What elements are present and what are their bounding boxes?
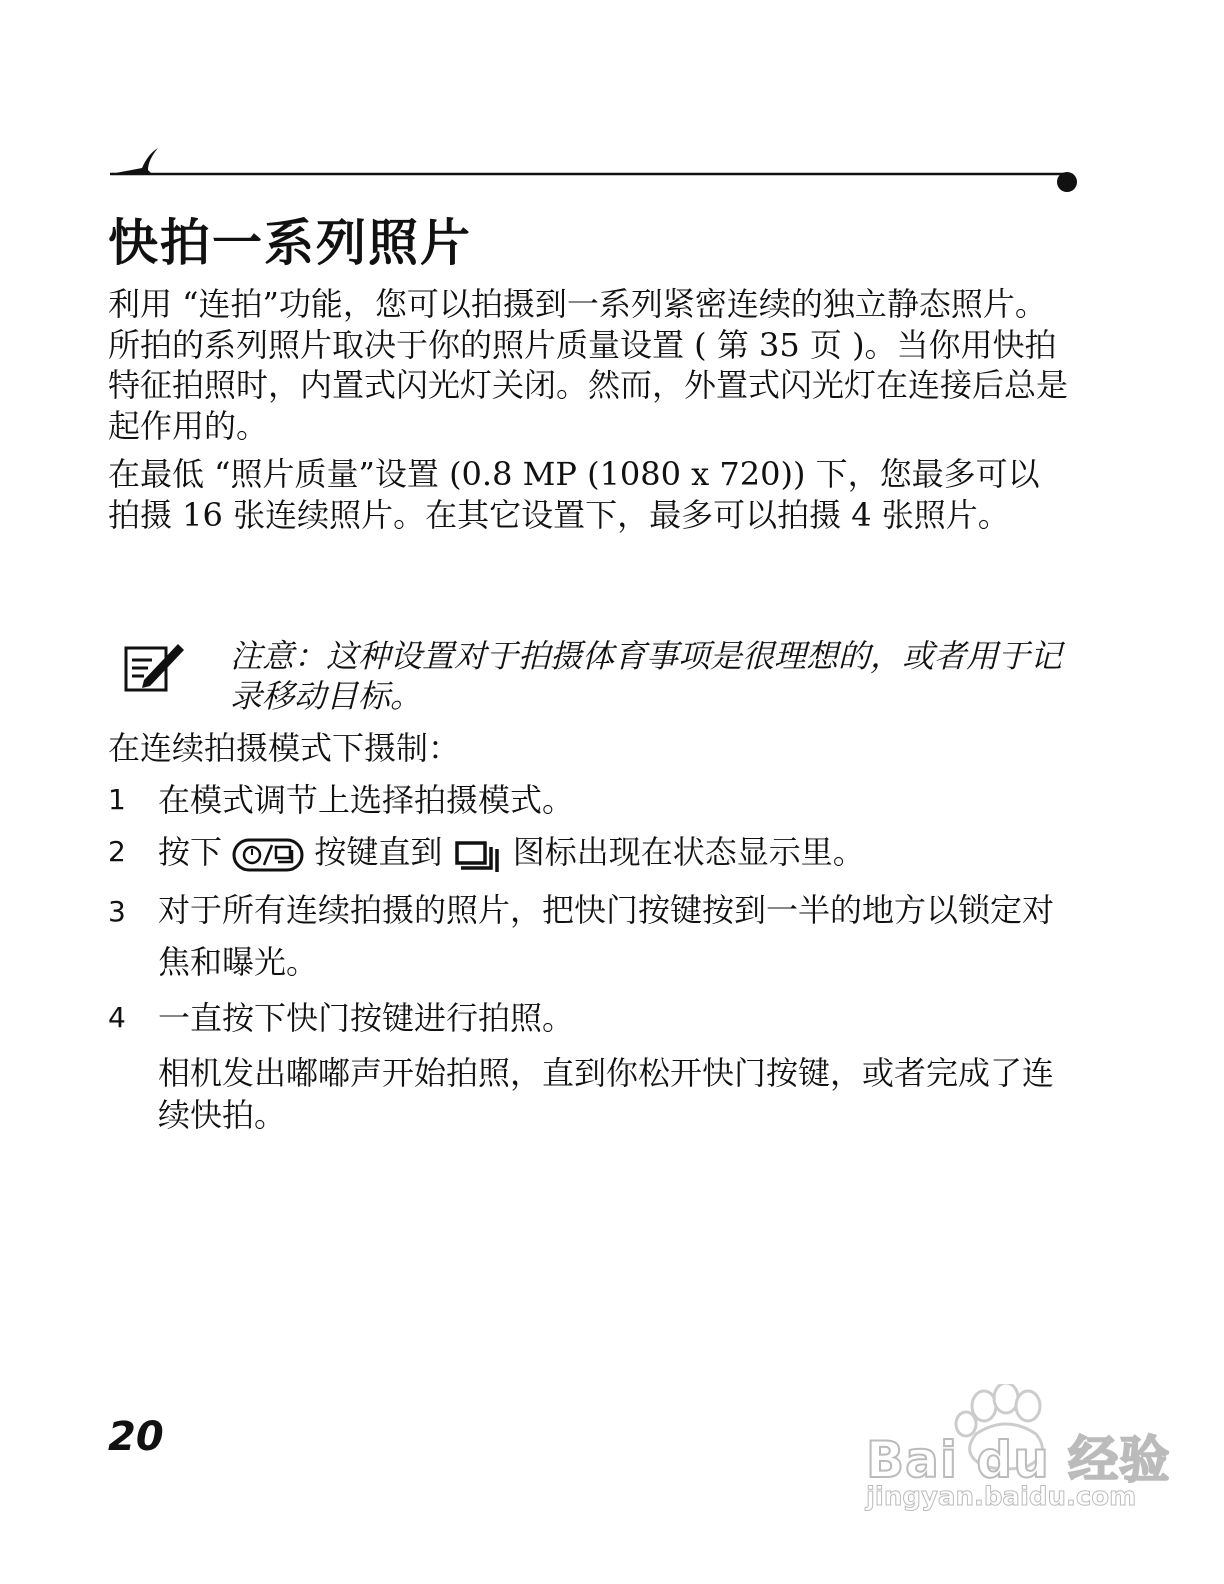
quality-paragraph: 在最低 “照片质量”设置 (0.8 MP (1080 x 720)) 下，您最多可以拍摄 16 张连续照片。在其它设置下，最多可以拍摄 4 张照片。 — [108, 455, 1040, 534]
step-number: 1 — [108, 783, 126, 816]
watermark-brand: Bai du 经验 — [866, 1431, 1171, 1489]
header-rule — [108, 138, 1084, 198]
step-number: 4 — [108, 1001, 126, 1034]
step-text: 在模式调节上选择拍摄模式。 — [158, 781, 575, 819]
intro-paragraph: 利用 “连拍”功能，您可以拍摄到一系列紧密连续的独立静态照片。所拍的系列照片取决于你的照片质量设置 ( 第 35 页 )。当你用快拍特征拍照时，内置式闪光灯关闭。然而，外置式闪光灯在连接后总是起作用的。 — [108, 285, 1069, 445]
steps-intro: 在连续拍摄模式下摄制： — [108, 729, 461, 767]
note-pencil-icon — [122, 640, 186, 694]
step-number: 2 — [108, 835, 126, 868]
burst-mode-icon — [453, 837, 503, 873]
step-text: 对于所有连续拍摄的照片，把快门按键按到一半的地方以锁定对焦和曝光。 — [158, 891, 1055, 981]
step-text-mid: 按键直到 — [314, 833, 443, 871]
step-text-after: 图标出现在状态显示里。 — [512, 833, 865, 871]
step-text — [158, 832, 1058, 873]
step-number: 3 — [108, 895, 126, 928]
step-detail-text: 相机发出嘟嘟声开始拍照，直到你松开快门按键，或者完成了连续快拍。 — [158, 1054, 1055, 1134]
step-text-before: 按下 — [158, 833, 223, 871]
note-text: 注意：这种设置对于拍摄体育事项是很理想的，或者用于记录移动目标。 — [230, 637, 1063, 715]
page-number: 20 — [108, 1414, 164, 1460]
step-text: 一直按下快门按键进行拍照。 — [158, 999, 575, 1037]
self-timer-burst-button-icon — [232, 837, 304, 873]
page-title: 快拍一系列照片 — [108, 214, 472, 272]
watermark-url: jingyan.baidu.com — [866, 1482, 1137, 1512]
